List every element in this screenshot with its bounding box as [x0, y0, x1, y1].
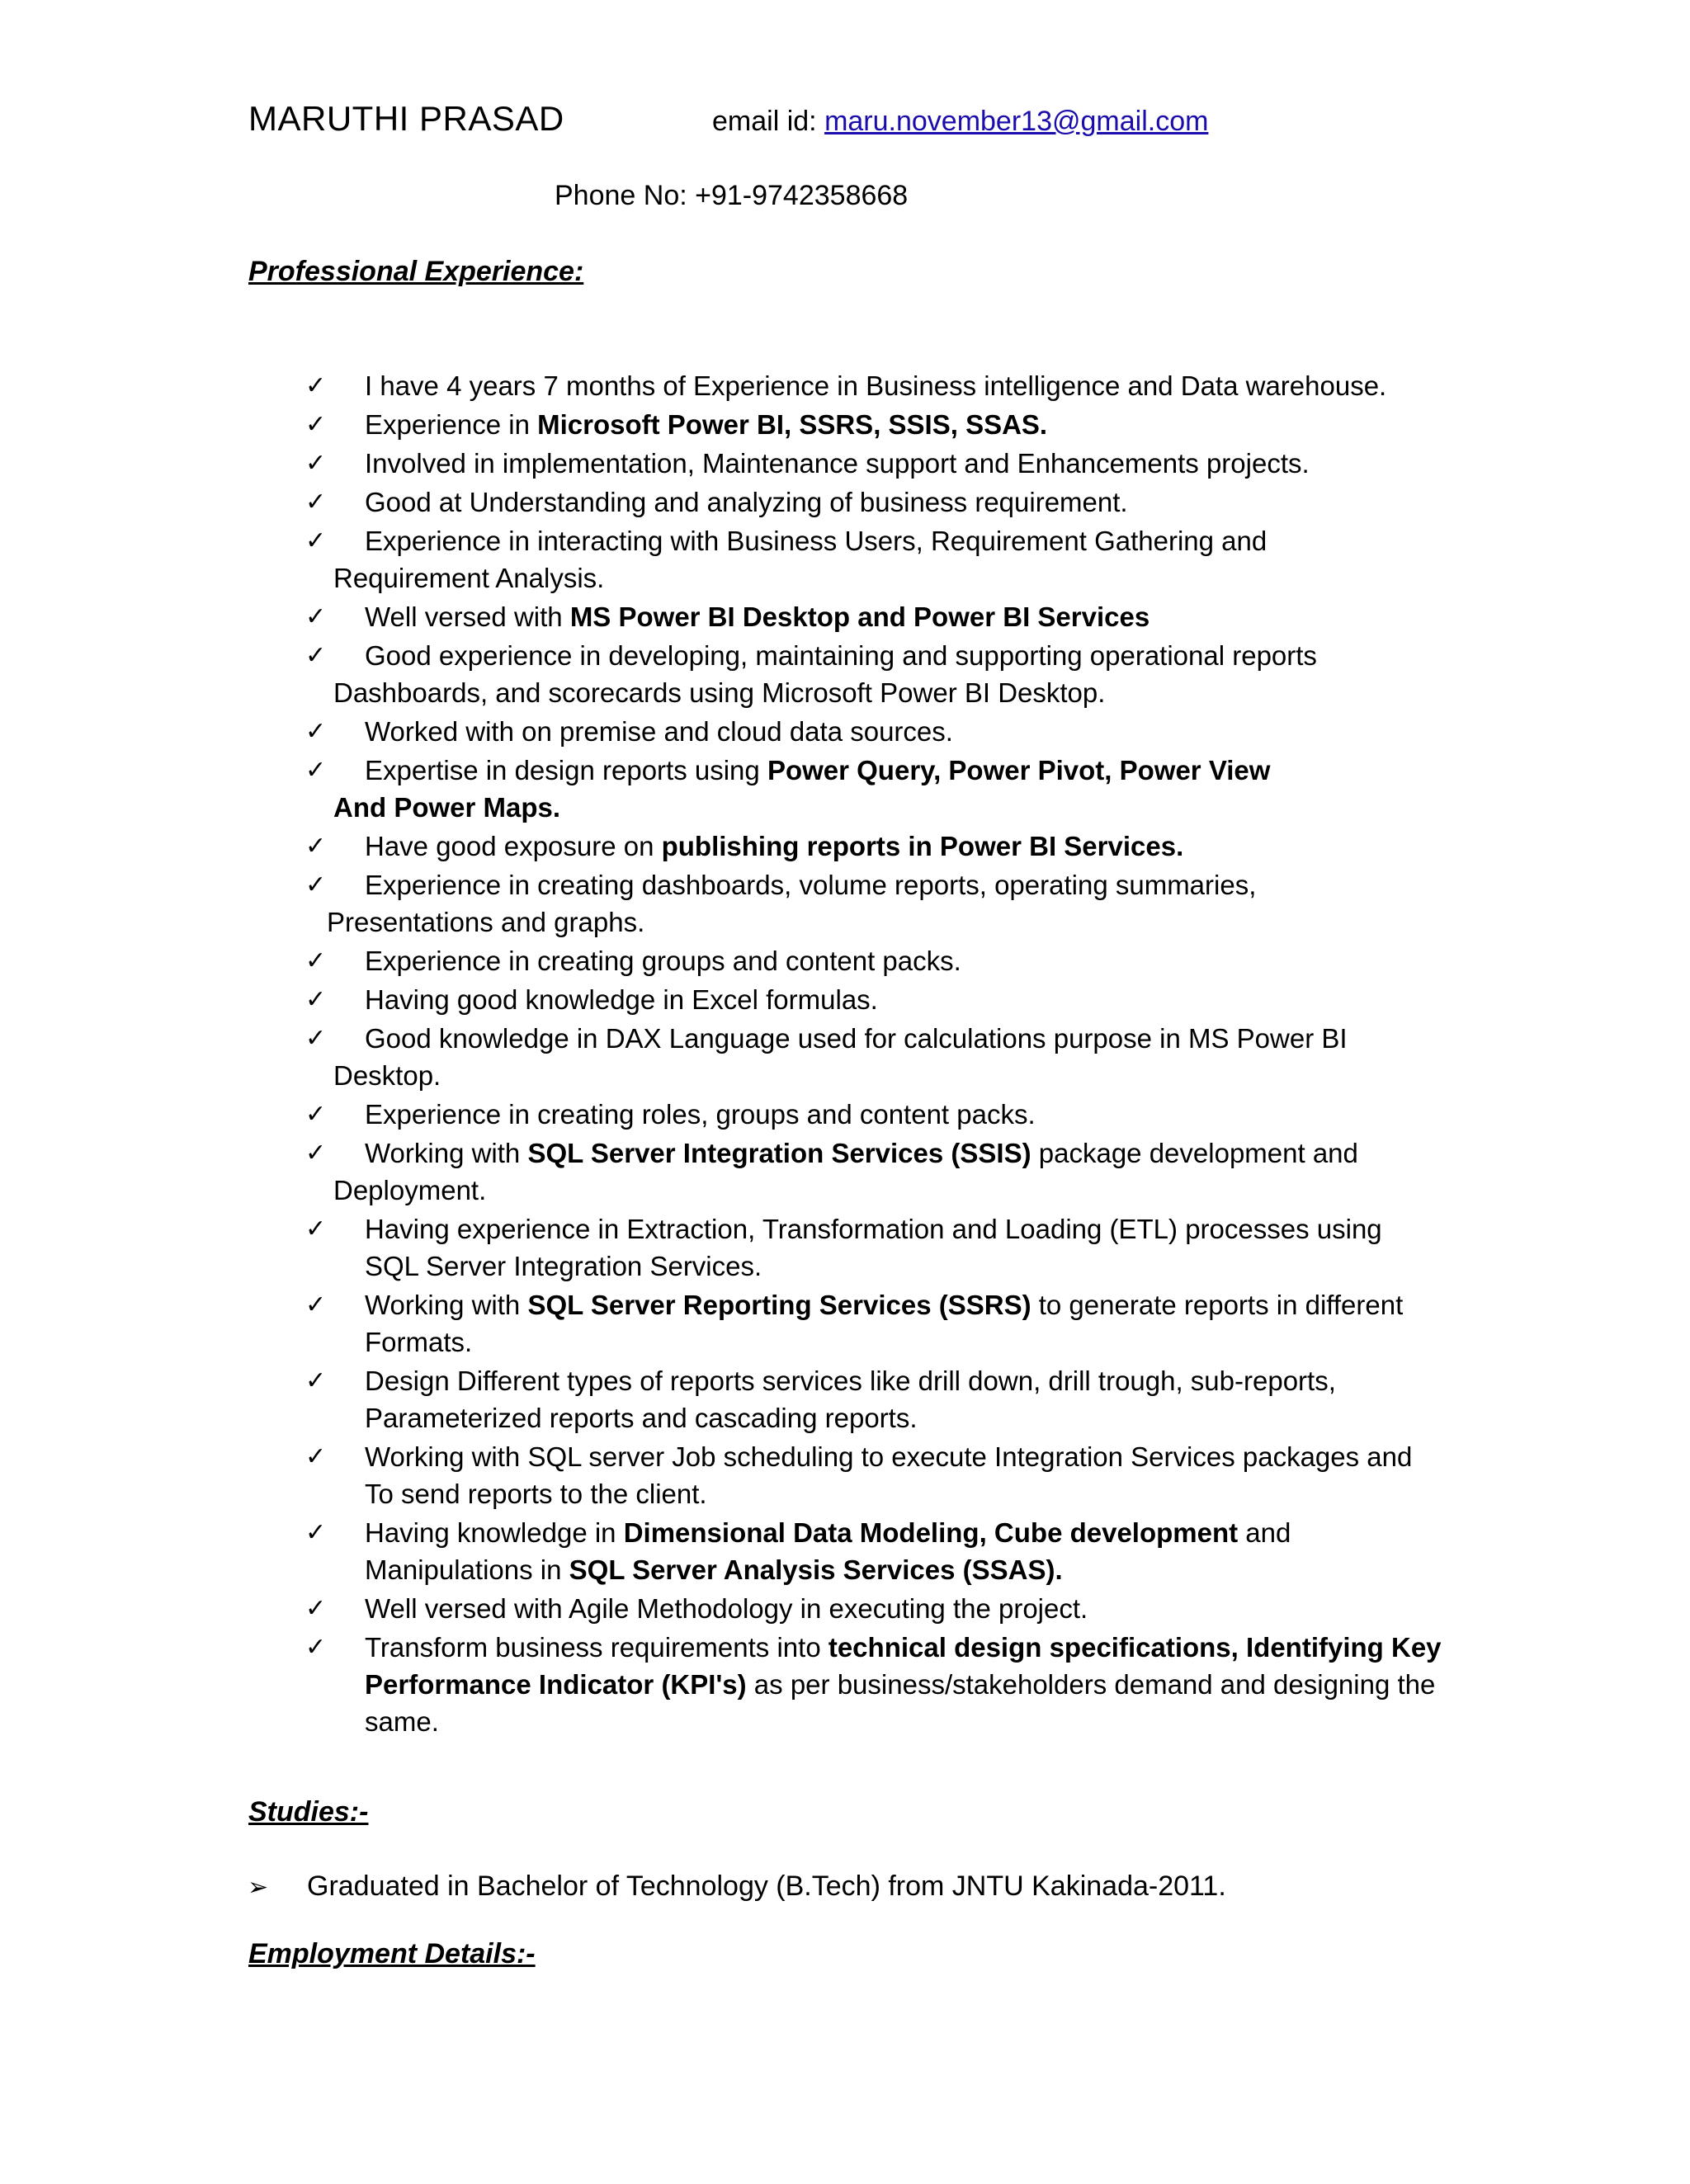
experience-line — [305, 1096, 1461, 1133]
bold-text: SQL Server Integration Services (SSIS) — [527, 1138, 1031, 1168]
experience-line — [305, 559, 1461, 597]
checkmark-bullet-icon: ✓ — [305, 1518, 327, 1547]
experience-line — [305, 1134, 1461, 1172]
experience-item — [305, 522, 1461, 597]
text-segment: Good knowledge in DAX Language used for calculations purpose in MS Power BI — [365, 1023, 1348, 1054]
experience-item — [305, 1438, 1461, 1512]
experience-line — [305, 445, 1461, 482]
text-segment: Having experience in Extraction, Transformation and Loading (ETL) processes using — [365, 1214, 1382, 1244]
experience-item — [305, 367, 1461, 404]
text-segment: package development and — [1031, 1138, 1358, 1168]
experience-line — [305, 1020, 1461, 1057]
checkmark-bullet-icon: ✓ — [305, 1594, 327, 1623]
experience-item — [305, 1134, 1461, 1209]
experience-line — [305, 752, 1461, 789]
experience-item — [305, 828, 1461, 865]
text-segment: Well versed with Agile Methodology in executing the project. — [365, 1593, 1088, 1624]
bold-text: Microsoft Power BI, SSRS, SSIS, SSAS. — [537, 409, 1048, 440]
bold-text: SQL Server Reporting Services (SSRS) — [527, 1290, 1031, 1320]
bold-text: MS Power BI Desktop and Power BI Services — [569, 601, 1150, 632]
experience-line — [305, 637, 1461, 674]
text-segment: same. — [365, 1706, 439, 1737]
experience-item — [305, 981, 1461, 1018]
text-segment: Transform business requirements into — [365, 1632, 828, 1663]
checkmark-bullet-icon: ✓ — [305, 488, 327, 517]
bold-text: publishing reports in Power BI Services. — [661, 831, 1184, 861]
experience-item — [305, 1210, 1461, 1285]
experience-line — [305, 1475, 1461, 1512]
experience-item — [305, 866, 1461, 941]
experience-item — [305, 1629, 1461, 1740]
checkmark-bullet-icon: ✓ — [305, 717, 327, 746]
experience-item — [305, 942, 1461, 979]
bold-text: And Power Maps. — [333, 792, 561, 823]
text-segment: Have good exposure on — [365, 831, 662, 861]
checkmark-bullet-icon: ✓ — [305, 1215, 327, 1243]
text-segment: Working with — [365, 1290, 528, 1320]
bold-text: Performance Indicator (KPI's) — [365, 1669, 747, 1700]
experience-line — [305, 1399, 1461, 1436]
text-segment: Good at Understanding and analyzing of business requirement. — [365, 487, 1128, 517]
text-segment: Deployment. — [333, 1175, 487, 1205]
email-link[interactable]: maru.november13@gmail.com — [824, 106, 1209, 137]
text-segment: Experience in creating roles, groups and content packs. — [365, 1099, 1036, 1130]
employment-details-heading: Employment Details:- — [248, 1938, 536, 1969]
experience-line — [305, 1286, 1461, 1323]
checkmark-bullet-icon: ✓ — [305, 1139, 327, 1167]
experience-line — [305, 1057, 1461, 1094]
experience-line — [305, 1172, 1461, 1209]
experience-item — [305, 1362, 1461, 1436]
experience-line — [305, 828, 1461, 865]
text-segment: Design Different types of reports services like drill down, drill trough, sub-reports, — [365, 1366, 1336, 1396]
bold-text: technical design specifications, Identifying Key — [828, 1632, 1442, 1663]
checkmark-bullet-icon: ✓ — [305, 602, 327, 631]
experience-line — [305, 1590, 1461, 1627]
text-segment: and — [1238, 1517, 1291, 1548]
checkmark-bullet-icon: ✓ — [305, 946, 327, 975]
studies-heading: Studies:- — [248, 1796, 369, 1828]
experience-line — [305, 1551, 1461, 1588]
professional-experience-heading: Professional Experience: — [248, 256, 584, 287]
experience-item — [305, 1590, 1461, 1627]
arrow-bullet-icon: ➢ — [248, 1873, 269, 1902]
bold-text: Dimensional Data Modeling, Cube development — [623, 1517, 1239, 1548]
text-segment: Having good knowledge in Excel formulas. — [365, 984, 878, 1015]
checkmark-bullet-icon: ✓ — [305, 1024, 327, 1053]
text-segment: To send reports to the client. — [365, 1479, 707, 1509]
text-segment: Good experience in developing, maintaining and supporting operational reports — [365, 640, 1317, 671]
email-label: email id: — [712, 106, 825, 137]
text-segment: Desktop. — [333, 1060, 441, 1091]
text-segment: Requirement Analysis. — [333, 563, 605, 593]
experience-line — [305, 713, 1461, 750]
checkmark-bullet-icon: ✓ — [305, 1290, 327, 1319]
experience-item — [305, 1286, 1461, 1361]
text-segment: Experience in creating groups and content packs. — [365, 946, 961, 976]
bold-text: SQL Server Analysis Services (SSAS). — [569, 1554, 1063, 1585]
experience-item — [305, 483, 1461, 521]
text-segment: Parameterized reports and cascading reports. — [365, 1403, 918, 1433]
studies-item — [248, 1870, 1226, 1903]
checkmark-bullet-icon: ✓ — [305, 1100, 327, 1129]
experience-line — [305, 1438, 1461, 1475]
text-segment: Experience in interacting with Business Users, Requirement Gathering and — [365, 526, 1268, 556]
bold-text: Power Query, Power Pivot, Power View — [767, 755, 1271, 785]
text-segment: Experience in creating dashboards, volume reports, operating summaries, — [365, 870, 1257, 900]
checkmark-bullet-icon: ✓ — [305, 985, 327, 1014]
email-line — [712, 106, 1208, 138]
experience-line — [305, 674, 1461, 711]
checkmark-bullet-icon: ✓ — [305, 410, 327, 439]
checkmark-bullet-icon: ✓ — [305, 756, 327, 785]
experience-item — [305, 1096, 1461, 1133]
experience-line — [305, 981, 1461, 1018]
experience-line — [305, 483, 1461, 521]
experience-line — [305, 367, 1461, 404]
experience-item — [305, 637, 1461, 711]
text-segment: Worked with on premise and cloud data sources. — [365, 716, 953, 747]
experience-line — [305, 1210, 1461, 1248]
experience-line — [305, 1248, 1461, 1285]
candidate-name: MARUTHI PRASAD — [248, 99, 564, 138]
experience-line — [305, 1666, 1461, 1703]
experience-item — [305, 598, 1461, 635]
experience-line — [305, 522, 1461, 559]
experience-line — [305, 866, 1461, 903]
experience-line — [305, 903, 1461, 941]
checkmark-bullet-icon: ✓ — [305, 526, 327, 555]
experience-item — [305, 1514, 1461, 1588]
experience-item — [305, 713, 1461, 750]
text-segment: SQL Server Integration Services. — [365, 1251, 762, 1281]
text-segment: Manipulations in — [365, 1554, 569, 1585]
text-segment: Dashboards, and scorecards using Microsoft Power BI Desktop. — [333, 677, 1106, 708]
checkmark-bullet-icon: ✓ — [305, 449, 327, 478]
text-segment: Well versed with — [365, 601, 570, 632]
checkmark-bullet-icon: ✓ — [305, 870, 327, 899]
text-segment: I have 4 years 7 months of Experience in Business intelligence and Data warehouse. — [365, 370, 1387, 401]
experience-line — [305, 406, 1461, 443]
text-segment: Expertise in design reports using — [365, 755, 767, 785]
text-segment: Formats. — [365, 1327, 473, 1357]
checkmark-bullet-icon: ✓ — [305, 641, 327, 670]
experience-line — [305, 1514, 1461, 1551]
experience-item — [305, 406, 1461, 443]
checkmark-bullet-icon: ✓ — [305, 1633, 327, 1662]
studies-item-text: Graduated in Bachelor of Technology (B.Tech) from JNTU Kakinada-2011. — [307, 1870, 1226, 1902]
experience-line — [305, 1629, 1461, 1666]
text-segment: to generate reports in different — [1031, 1290, 1404, 1320]
experience-item — [305, 1020, 1461, 1094]
experience-list — [305, 367, 1461, 1742]
checkmark-bullet-icon: ✓ — [305, 371, 327, 400]
experience-line — [305, 598, 1461, 635]
text-segment: Working with SQL server Job scheduling to execute Integration Services packages and — [365, 1441, 1413, 1472]
text-segment: Involved in implementation, Maintenance support and Enhancements projects. — [365, 448, 1310, 479]
text-segment: as per business/stakeholders demand and designing the — [746, 1669, 1436, 1700]
checkmark-bullet-icon: ✓ — [305, 1442, 327, 1471]
text-segment: Experience in — [365, 409, 538, 440]
text-segment: Having knowledge in — [365, 1517, 624, 1548]
checkmark-bullet-icon: ✓ — [305, 832, 327, 861]
checkmark-bullet-icon: ✓ — [305, 1366, 327, 1395]
experience-line — [305, 942, 1461, 979]
text-segment: Working with — [365, 1138, 528, 1168]
phone-number: Phone No: +91-9742358668 — [555, 180, 909, 211]
experience-line — [305, 1323, 1461, 1361]
experience-line — [305, 1703, 1461, 1740]
experience-line — [305, 1362, 1461, 1399]
experience-item — [305, 752, 1461, 826]
experience-line — [305, 789, 1461, 826]
experience-item — [305, 445, 1461, 482]
text-segment: Presentations and graphs. — [327, 907, 645, 937]
